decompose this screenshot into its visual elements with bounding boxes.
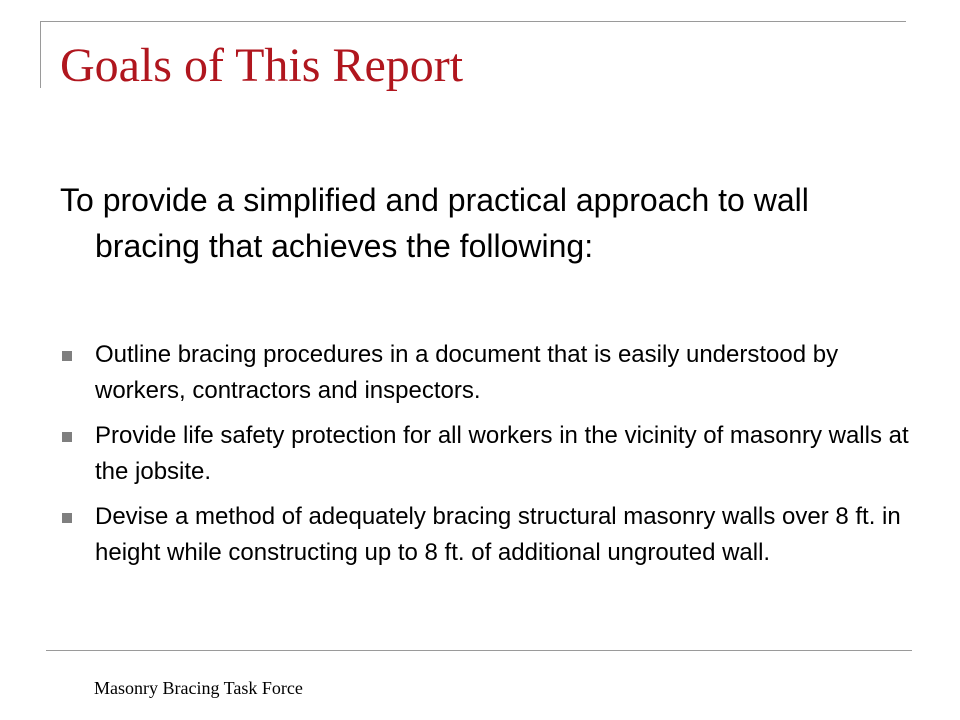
bullet-text: Outline bracing procedures in a document that is easily understood by workers, contractors and inspectors. <box>95 341 839 404</box>
frame-left-line <box>40 21 41 88</box>
bullet-text: Devise a method of adequately bracing structural masonry walls over 8 ft. in height while constructing up to 8 ft. of additional ungrouted wall. <box>95 503 901 566</box>
footer-divider <box>46 650 912 651</box>
frame-top-line <box>40 21 906 22</box>
square-bullet-icon <box>62 432 72 442</box>
square-bullet-icon <box>62 513 72 523</box>
square-bullet-icon <box>62 351 72 361</box>
slide-title: Goals of This Report <box>60 39 464 92</box>
bullet-text: Provide life safety protection for all workers in the vicinity of masonry walls at the jobsite. <box>95 422 909 485</box>
bullet-item <box>60 499 910 571</box>
intro-paragraph: To provide a simplified and practical approach to wall bracing that achieves the following: <box>60 182 809 264</box>
bullet-item <box>60 337 910 409</box>
footer-text: Masonry Bracing Task Force <box>94 678 303 698</box>
bullet-list <box>60 337 910 580</box>
bullet-item <box>60 418 910 490</box>
